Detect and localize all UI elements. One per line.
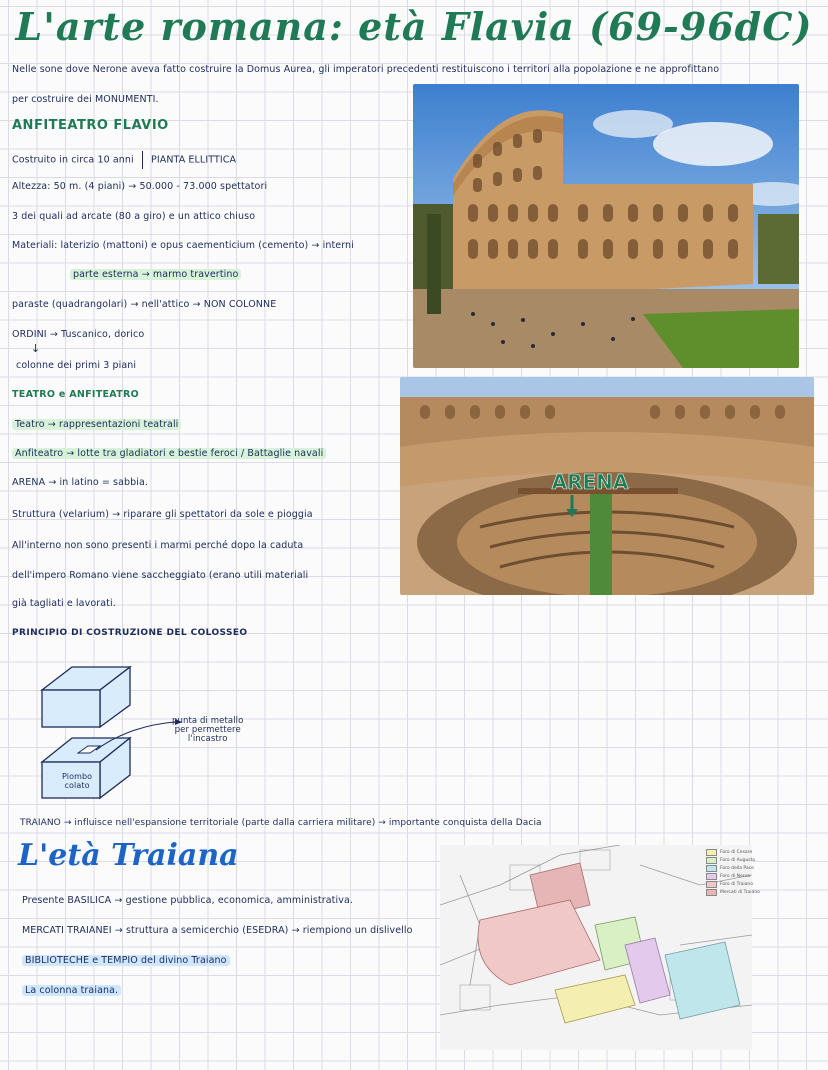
legend-swatch — [706, 857, 717, 864]
legend-swatch — [706, 873, 717, 880]
teatro-line — [12, 419, 181, 430]
presente-line: Presente BASILICA → gestione pubblica, economica, amministrativa. — [22, 895, 353, 906]
altezza-line: Altezza: 50 m. (4 piani) → 50.000 - 73.000 spettatori — [12, 181, 268, 192]
arcate-line: 3 dei quali ad arcate (80 a giro) e un attico chiuso — [12, 211, 256, 222]
legend-swatch — [706, 865, 717, 872]
interno-line-1: All'interno non sono presenti i marmi perché dopo la caduta — [12, 540, 304, 551]
legend-swatch — [706, 881, 717, 888]
paraste-line: paraste (quadrangolari) → nell'attico → NON COLONNE — [12, 299, 277, 310]
colonna-text: La colonna traiana. — [22, 985, 121, 996]
legend-item — [706, 856, 760, 864]
intro-line-2: per costruire dei MONUMENTI. — [12, 94, 159, 105]
eta-traiana-heading: L'età Traiana — [18, 838, 239, 873]
legend-item — [706, 848, 760, 856]
legend-item — [706, 864, 760, 872]
interno-line-3: già tagliati e lavorati. — [12, 598, 116, 609]
legend-item — [706, 872, 760, 880]
punta-label: punta di metallo per permettere l'incastro — [172, 716, 244, 744]
legend-label: Foro della Pace — [720, 865, 754, 871]
biblioteche-text: BIBLIOTECHE e TEMPIO del divino Traiano — [22, 955, 230, 966]
legend-item — [706, 888, 760, 896]
costruito-line — [12, 151, 236, 169]
legend-swatch — [706, 889, 717, 896]
arena-line: ARENA → in latino = sabbia. — [12, 477, 149, 488]
legend-label: Foro di Nerva — [720, 873, 751, 879]
teatro-text: Teatro → rappresentazioni teatrali — [12, 419, 181, 430]
piombo-label: Piombo colato — [62, 772, 93, 790]
down-arrow: ↓ — [31, 342, 41, 355]
ordini-line: ORDINI → Tuscanico, dorico — [12, 329, 145, 340]
map-legend — [706, 848, 760, 896]
page-title: L'arte romana: età Flavia (69-96dC) — [15, 4, 813, 49]
colonna-line — [22, 985, 121, 996]
anfiteatro-heading: ANFITEATRO FLAVIO — [12, 118, 169, 133]
biblioteche-line — [22, 955, 230, 966]
anfiteatro-line — [12, 448, 326, 459]
legend-item — [706, 880, 760, 888]
pianta-text: PIANTA ELLITTICA — [151, 154, 237, 166]
parte-esterna-text: parte esterna → marmo travertino — [70, 269, 241, 280]
mercati-line: MERCATI TRAIANEI → struttura a semicerchio (ESEDRA) → riempiono un dislivello — [22, 925, 413, 936]
legend-swatch — [706, 849, 717, 856]
divider — [142, 151, 143, 169]
legend-label: Foro di Augusto — [720, 857, 756, 863]
colonne-line: colonne dei primi 3 piani — [16, 360, 137, 371]
arena-label: ARENA — [551, 470, 629, 494]
principio-heading: PRINCIPIO DI COSTRUZIONE DEL COLOSSEO — [12, 628, 248, 638]
intro-line-1: Nelle sone dove Nerone aveva fatto costruire la Domus Aurea, gli imperatori precedenti restituiscono i territori alla popolazione e ne approfittano — [12, 64, 720, 75]
parte-esterna-line — [70, 269, 241, 280]
interno-line-2: dell'impero Romano viene saccheggiato (erano utili materiali — [12, 570, 309, 581]
materiali-line: Materiali: laterizio (mattoni) e opus caementicium (cemento) → interni — [12, 240, 354, 251]
legend-label: Mercati di Traiano — [720, 889, 760, 895]
struttura-line: Struttura (velarium) → riparare gli spettatori da sole e pioggia — [12, 509, 313, 520]
colosseum-interior-photo — [400, 377, 814, 595]
teatro-heading: TEATRO e ANFITEATRO — [12, 389, 139, 400]
legend-label: Foro di Traiano — [720, 881, 753, 887]
legend-label: Foro di Cesare — [720, 849, 753, 855]
anfiteatro-text: Anfiteatro → lotte tra gladiatori e bestie feroci / Battaglie navali — [12, 448, 326, 459]
colosseum-exterior-photo — [413, 84, 799, 368]
costruito-text: Costruito in circa 10 anni — [12, 154, 134, 166]
traiano-line: TRAIANO → influisce nell'espansione territoriale (parte dalla carriera militare) → importante conquista della Dacia — [20, 818, 542, 828]
top-block-front-face — [42, 690, 100, 727]
